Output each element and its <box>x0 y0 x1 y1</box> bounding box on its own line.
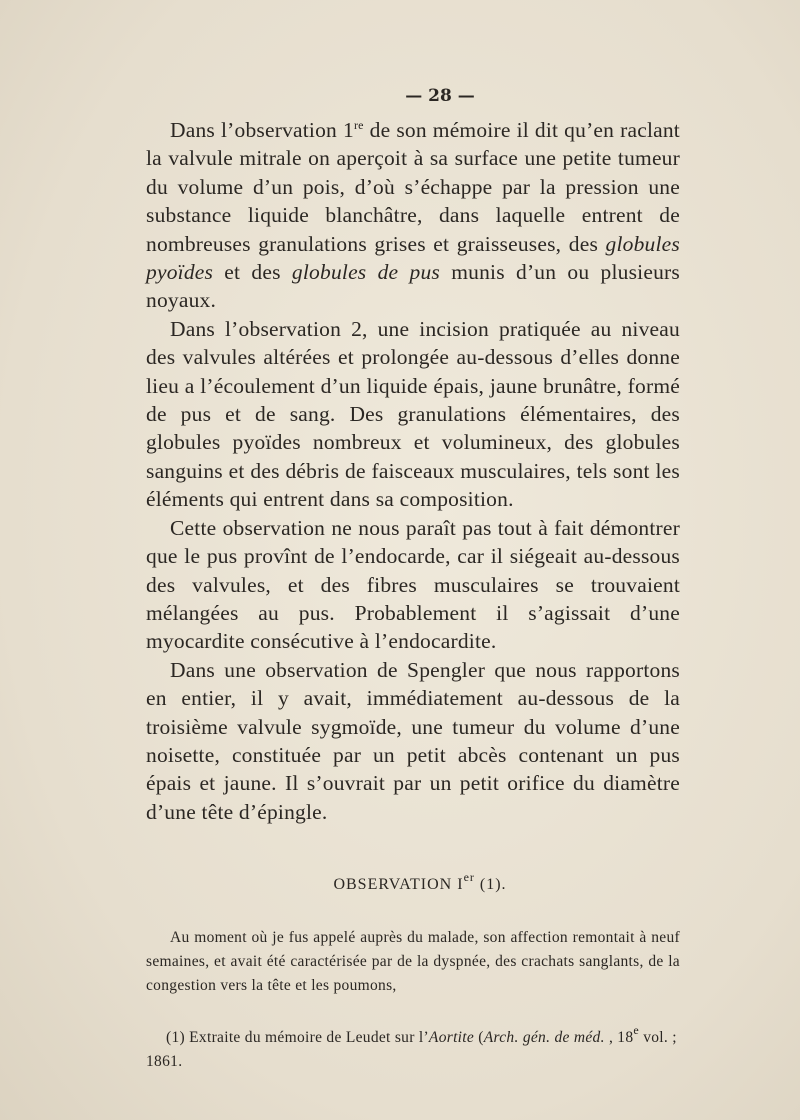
superscript: e <box>633 1023 640 1037</box>
page-number: — 28 — <box>405 86 475 106</box>
text-run: (1) Extraite du mémoire de Leudet sur l’ <box>166 1029 429 1046</box>
superscript: er <box>463 870 475 884</box>
paragraph-1 <box>146 116 680 315</box>
text-run: (1). <box>474 876 507 893</box>
text-run: vol. ; 1861. <box>146 1029 677 1070</box>
observation-paragraph: Au moment où je fus appelé auprès du malade, son affection remontait à neuf semaines, et avait été caractérisée par de la dyspnée, des crachats sanglants, de la congestion vers la tête et les poumons, <box>146 929 680 994</box>
text-run: Dans l’observation 1 <box>170 118 354 142</box>
text-run: et des <box>213 260 292 285</box>
italic-term: Aortite <box>428 1029 475 1046</box>
italic-term: Arch. gén. de méd. <box>483 1029 605 1046</box>
footnote-paragraph <box>146 1023 680 1074</box>
observation-text <box>146 926 680 998</box>
observation-title <box>0 870 800 894</box>
text-run: OBSERVATION I <box>333 876 464 893</box>
footnote <box>146 1023 680 1074</box>
superscript: re <box>353 118 364 132</box>
paragraph-3: Cette observation ne nous paraît pas tout à fait démontrer que le pus provînt de l’endocarde, car il siégeait au-dessous des valvules, et des fibres musculaires se trouvaient mélangées au pus. Probablement il s’agissait d’une myocardite consécutive à l’endocardite. <box>146 515 680 654</box>
paragraph-4: Dans une observation de Spengler que nous rapportons en entier, il y avait, immédiatement au-dessous de la troisième valvule sygmoïde, une tumeur du volume d’une noisette, constituée par un petit abcès contenant un pus épais et jaune. Il s’ouvrait par un petit orifice du diamètre d’une tête d’épingle. <box>146 657 680 824</box>
italic-term: globules pyoïdes <box>146 231 680 285</box>
body-text <box>146 116 680 826</box>
text-run: , 18 <box>604 1029 634 1046</box>
paragraph-2: Dans l’observation 2, une incision pratiquée au niveau des valvules altérées et prolongée au-dessous d’elles donne lieu a l’écoulement d’un liquide épais, jaune brunâtre, formé de pus et de sang. Des granulations élémentaires, des globules pyoïdes nombreux et volumineux, des globules sanguins et des débris de faisceaux musculaires, tels sont les éléments qui entrent dans sa composition. <box>146 316 680 512</box>
italic-term: globules de pus <box>291 260 440 285</box>
text-run: de son mémoire il dit qu’en raclant la valvule mitrale on aperçoit à sa surface une petite tumeur du volume d’un pois, d’où s’échappe par la pression une substance liquide blanchâtre, dans laquelle entrent de nombreuses granulations grises et graisseuses, des <box>146 118 680 256</box>
text-run: munis d’un ou plusieurs noyaux. <box>146 260 680 313</box>
text-run: ( <box>474 1029 484 1046</box>
